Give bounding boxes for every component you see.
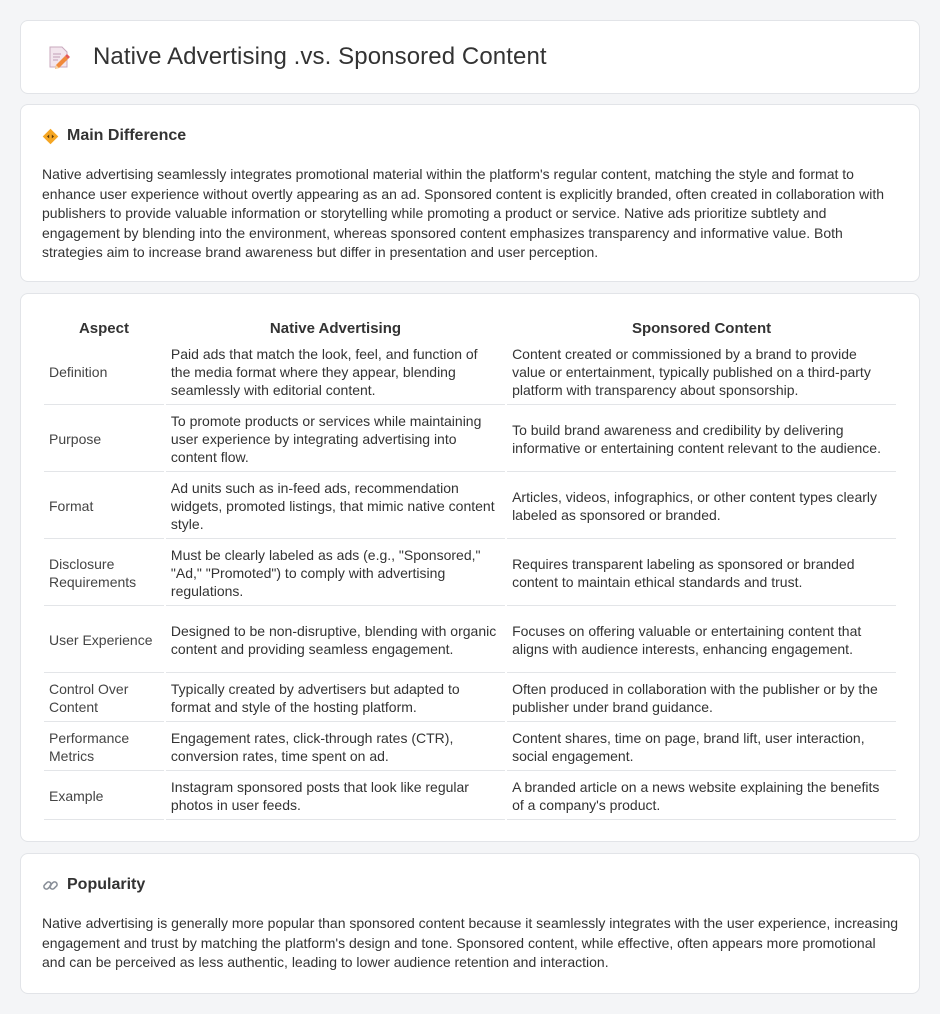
- column-header-native: Native Advertising: [269, 320, 402, 337]
- aspect-cell: Purpose: [44, 407, 164, 472]
- table-row: [44, 407, 896, 472]
- aspect-cell: Definition: [44, 340, 164, 405]
- native-cell: Ad units such as in-feed ads, recommendation widgets, promoted listings, that mimic native content style.: [166, 474, 505, 539]
- column-header-aspect: Aspect: [78, 320, 129, 337]
- sponsored-cell: To build brand awareness and credibility by delivering informative or entertaining content relevant to the audience.: [507, 407, 896, 472]
- table-row: [44, 724, 896, 771]
- table-row: [44, 608, 896, 673]
- sponsored-cell: A branded article on a news website explaining the benefits of a company's product.: [507, 773, 896, 820]
- native-cell: To promote products or services while maintaining user experience by integrating advertising into content flow.: [166, 407, 505, 472]
- sponsored-cell: Articles, videos, infographics, or other content types clearly labeled as sponsored or branded.: [507, 474, 896, 539]
- aspect-cell: User Experience: [44, 608, 164, 673]
- popularity-text: Native advertising is generally more popular than sponsored content because it seamlessly integrates with the user experience, increasing engagement and trust by matching the platform's design and tone. Sponsored content, while effective, often appears more promotional and can be perceived as less authentic, leading to lower audience retention and interaction.: [42, 915, 899, 970]
- comparison-table-card: [20, 293, 920, 842]
- table-row: [44, 340, 896, 405]
- page-title: Native Advertising .vs. Sponsored Content: [93, 43, 547, 70]
- aspect-cell: Performance Metrics: [44, 724, 164, 771]
- aspect-cell: Control Over Content: [44, 675, 164, 722]
- aspect-cell: Disclosure Requirements: [44, 541, 164, 606]
- diamond-arrows-icon: [42, 128, 59, 145]
- main-difference-heading: [42, 127, 186, 145]
- header-card: [20, 20, 920, 94]
- popularity-title: Popularity: [67, 876, 146, 893]
- sponsored-cell: Requires transparent labeling as sponsored or branded content to maintain ethical standards and trust.: [507, 541, 896, 606]
- native-cell: Engagement rates, click-through rates (CTR), conversion rates, time spent on ad.: [166, 724, 505, 771]
- aspect-cell: Format: [44, 474, 164, 539]
- main-difference-text: Native advertising seamlessly integrates promotional material within the platform's regular content, matching the style and format to enhance user experience without overtly appearing as an ad. Sponsored content is explicitly branded, often created in collaboration with publishers to provide valuable information or storytelling while promoting a product or service. Native ads prioritize subtlety and engagement by blending into the environment, whereas sponsored content emphasizes transparency and informative value. Both strategies aim to increase brand awareness but differ in presentation and user perception.: [42, 166, 885, 260]
- main-difference-card: [20, 104, 920, 282]
- table-header-row: [44, 316, 896, 338]
- sponsored-cell: Focuses on offering valuable or entertaining content that aligns with audience interests, enhancing engagement.: [507, 608, 896, 673]
- native-cell: Typically created by advertisers but adapted to format and style of the hosting platform.: [166, 675, 505, 722]
- document-pencil-icon: [47, 43, 71, 71]
- sponsored-cell: Content shares, time on page, brand lift, user interaction, social engagement.: [507, 724, 896, 771]
- native-cell: Designed to be non-disruptive, blending with organic content and providing seamless engagement.: [166, 608, 505, 673]
- aspect-cell: Example: [44, 773, 164, 820]
- table-row: [44, 773, 896, 820]
- table-row: [44, 675, 896, 722]
- comparison-table: [42, 314, 898, 822]
- sponsored-cell: Often produced in collaboration with the publisher or by the publisher under brand guidance.: [507, 675, 896, 722]
- native-cell: Paid ads that match the look, feel, and function of the media format where they appear, blending seamlessly with editorial content.: [166, 340, 505, 405]
- native-cell: Must be clearly labeled as ads (e.g., "Sponsored," "Ad," "Promoted") to comply with advertising regulations.: [166, 541, 505, 606]
- native-cell: Instagram sponsored posts that look like regular photos in user feeds.: [166, 773, 505, 820]
- link-icon: [42, 877, 59, 894]
- column-header-sponsored: Sponsored Content: [631, 320, 772, 337]
- main-difference-title: Main Difference: [67, 127, 187, 144]
- table-row: [44, 474, 896, 539]
- sponsored-cell: Content created or commissioned by a brand to provide value or entertainment, typically published on a third-party platform with transparency about sponsorship.: [507, 340, 896, 405]
- popularity-heading: [42, 876, 145, 894]
- table-row: [44, 541, 896, 606]
- header: [47, 43, 547, 71]
- popularity-card: [20, 853, 920, 994]
